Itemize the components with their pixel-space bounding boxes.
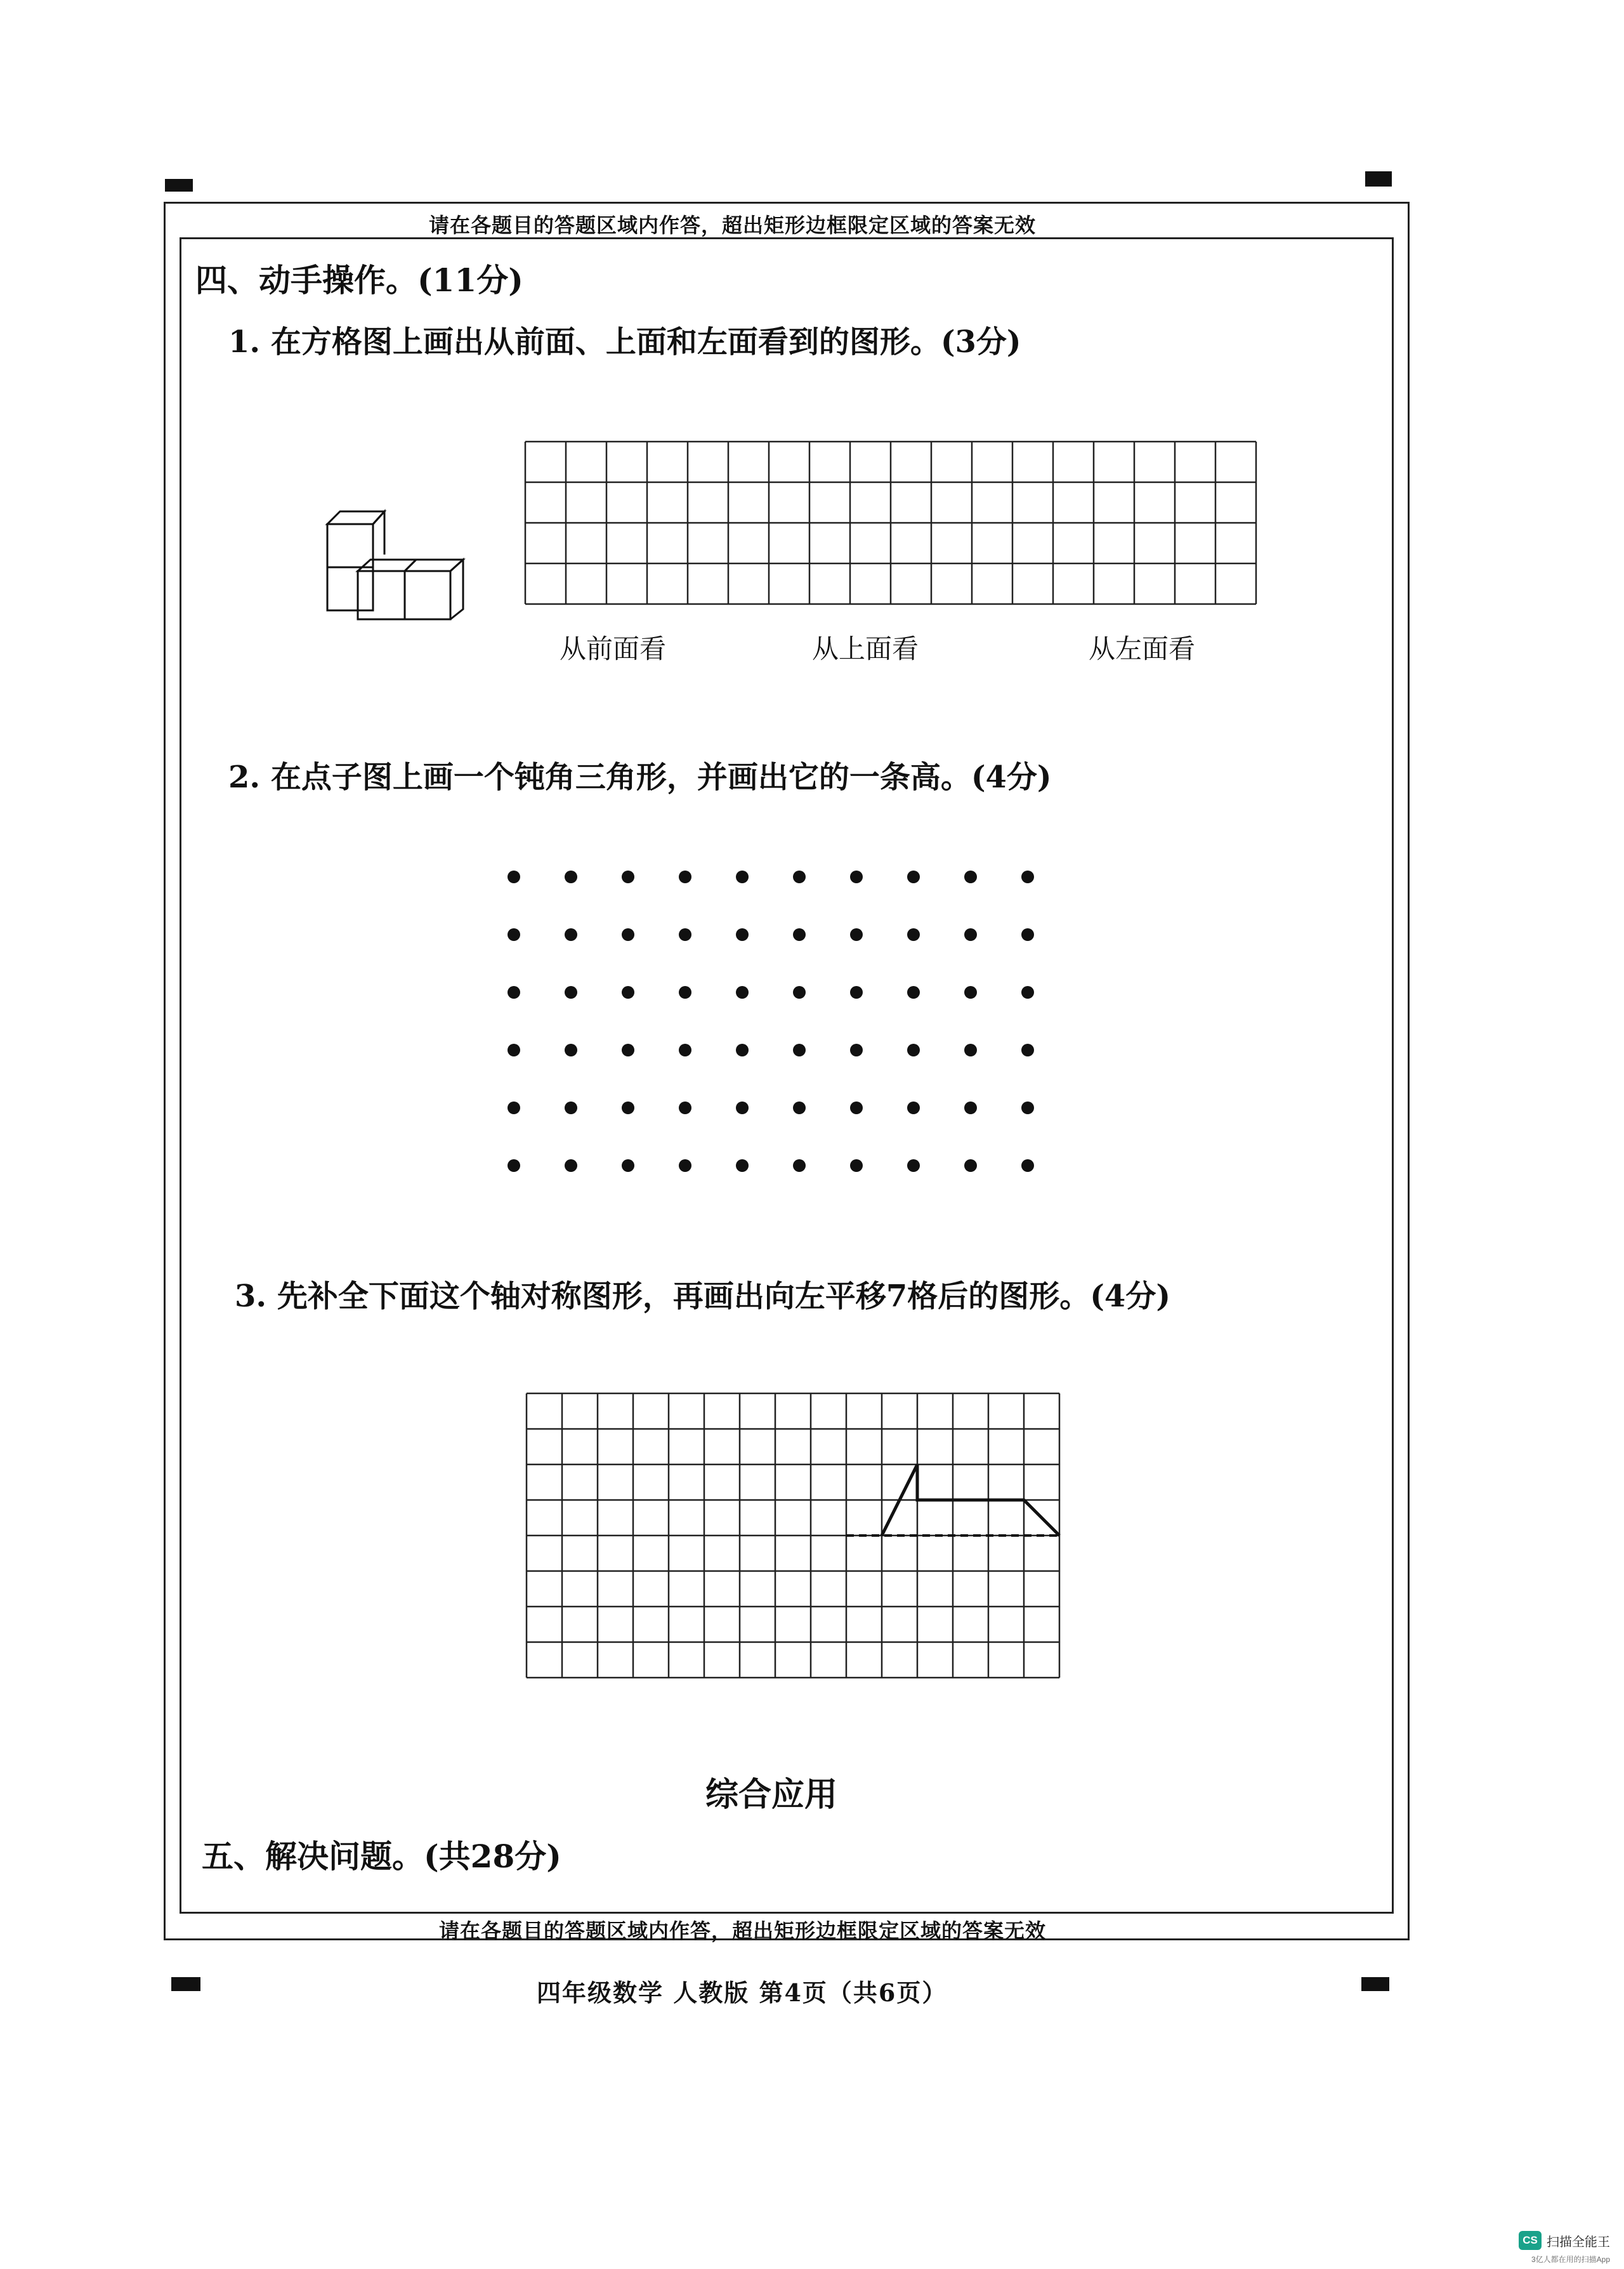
top-notice: 请在各题目的答题区域内作答，超出矩形边框限定区域的答案无效 (429, 213, 1037, 237)
grid-dot[interactable] (964, 928, 977, 941)
grid-dot[interactable] (964, 1102, 977, 1114)
grid-dot[interactable] (622, 986, 634, 999)
registration-mark-top-right (1365, 171, 1392, 187)
grid-dot[interactable] (964, 1159, 977, 1172)
section-5-title: 五、解决问题。(共28分) (202, 1838, 561, 1875)
grid-dot[interactable] (736, 1044, 749, 1056)
grid-dot[interactable] (679, 986, 691, 999)
grid-dot[interactable] (1021, 871, 1034, 883)
scanner-watermark (1519, 2231, 1610, 2264)
grid-dot[interactable] (1021, 1044, 1034, 1056)
grid-dot[interactable] (907, 871, 920, 883)
grid-dot[interactable] (679, 871, 691, 883)
grid-dot[interactable] (565, 1159, 577, 1172)
grid-dot[interactable] (508, 1044, 520, 1056)
grid-dot[interactable] (850, 1159, 863, 1172)
grid-dot[interactable] (508, 986, 520, 999)
grid-dot[interactable] (736, 1102, 749, 1114)
grid-dot[interactable] (622, 1044, 634, 1056)
label-front-view: 从前面看 (560, 633, 667, 664)
question-1-text: 1. 在方格图上画出从前面、上面和左面看到的图形。(3分) (228, 324, 1021, 360)
registration-mark-top-left (165, 179, 193, 192)
grid-dot[interactable] (1021, 928, 1034, 941)
grid-dot[interactable] (679, 1159, 691, 1172)
grid-dot[interactable] (1021, 1102, 1034, 1114)
grid-dot[interactable] (907, 1044, 920, 1056)
grid-dot[interactable] (907, 1102, 920, 1114)
grid-dot[interactable] (565, 1044, 577, 1056)
camscanner-logo-icon: CS (1519, 2231, 1542, 2250)
grid-dot[interactable] (508, 1102, 520, 1114)
grid-dot[interactable] (850, 928, 863, 941)
grid-dot[interactable] (793, 1159, 806, 1172)
grid-dot[interactable] (964, 871, 977, 883)
grid-dot[interactable] (679, 928, 691, 941)
grid-dot[interactable] (793, 928, 806, 941)
question-2-text: 2. 在点子图上画一个钝角三角形，并画出它的一条高。(4分) (228, 760, 1052, 795)
grid-dot[interactable] (679, 1102, 691, 1114)
page-info-footer: 四年级数学 人教版 第4页（共6页） (537, 1978, 948, 2007)
grid-dot[interactable] (1021, 1159, 1034, 1172)
grid-dot[interactable] (565, 871, 577, 883)
grid-dot[interactable] (508, 928, 520, 941)
grid-dot[interactable] (1021, 986, 1034, 999)
grid-dot[interactable] (964, 1044, 977, 1056)
grid-dot[interactable] (508, 1159, 520, 1172)
watermark-name: 扫描全能王 (1547, 2235, 1610, 2249)
grid-dot[interactable] (565, 1102, 577, 1114)
grid-dot[interactable] (736, 986, 749, 999)
three-view-grid[interactable] (524, 440, 1262, 613)
grid-dot[interactable] (793, 871, 806, 883)
grid-dot[interactable] (736, 928, 749, 941)
grid-dot[interactable] (622, 1159, 634, 1172)
grid-dot[interactable] (793, 986, 806, 999)
grid-dot[interactable] (622, 1102, 634, 1114)
grid-dot[interactable] (508, 871, 520, 883)
grid-dot[interactable] (565, 986, 577, 999)
grid-dot[interactable] (850, 1102, 863, 1114)
grid-dot[interactable] (565, 928, 577, 941)
grid-dot[interactable] (793, 1102, 806, 1114)
registration-mark-bottom-left (171, 1977, 200, 1991)
label-top-view: 从上面看 (812, 633, 919, 664)
grid-dot[interactable] (736, 871, 749, 883)
grid-dot[interactable] (793, 1044, 806, 1056)
symmetry-grid[interactable] (525, 1392, 1063, 1685)
grid-dot[interactable] (907, 928, 920, 941)
watermark-subtitle: 3亿人都在用的扫描App (1531, 2255, 1610, 2264)
section-heading-comprehensive: 综合应用 (705, 1775, 838, 1814)
grid-dot[interactable] (850, 871, 863, 883)
grid-dot[interactable] (622, 928, 634, 941)
cube-figure (316, 501, 475, 635)
grid-dot[interactable] (736, 1159, 749, 1172)
label-left-view: 从左面看 (1089, 633, 1196, 664)
dot-grid[interactable] (508, 871, 1040, 1188)
grid-dot[interactable] (907, 986, 920, 999)
grid-dot[interactable] (964, 986, 977, 999)
grid-dot[interactable] (850, 986, 863, 999)
grid-dot[interactable] (850, 1044, 863, 1056)
grid-dot[interactable] (679, 1044, 691, 1056)
grid-dot[interactable] (907, 1159, 920, 1172)
question-3-text: 3. 先补全下面这个轴对称图形，再画出向左平移7格后的图形。(4分) (235, 1279, 1171, 1314)
section-4-title: 四、动手操作。(11分) (195, 261, 523, 299)
grid-dot[interactable] (622, 871, 634, 883)
registration-mark-bottom-right (1361, 1977, 1389, 1991)
bottom-notice: 请在各题目的答题区域内作答，超出矩形边框限定区域的答案无效 (439, 1919, 1047, 1943)
